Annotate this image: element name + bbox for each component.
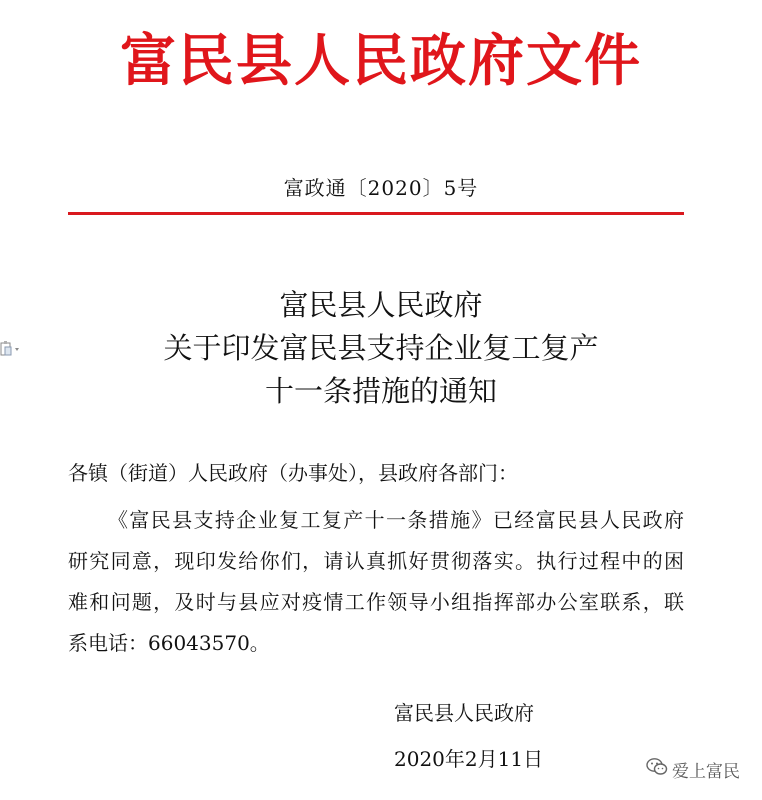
body-paragraph	[68, 500, 684, 664]
body-line: 研究同意，现印发给你们，请认真抓好贯彻落实。执行过程中的困	[68, 549, 684, 573]
notice-title-line: 十一条措施的通知	[264, 374, 497, 408]
signature-date: 2020年2月11日	[394, 747, 544, 771]
notice-title-line: 关于印发富民县支持企业复工复产	[163, 331, 599, 365]
document-header-title: 富民县人民政府文件	[120, 29, 642, 94]
signature-org: 富民县人民政府	[394, 701, 534, 725]
watermark-text: 爱上富民	[672, 762, 740, 782]
body-line: 《富民县支持企业复工复产十一条措施》已经富民县人民政府	[108, 508, 684, 532]
document-number: 富政通〔2020〕5号	[283, 176, 479, 200]
watermark	[646, 757, 740, 782]
notice-title-line: 富民县人民政府	[279, 288, 483, 322]
body-line: 系电话：66043570。	[68, 631, 270, 655]
wechat-icon	[646, 757, 668, 782]
red-divider-rule	[68, 212, 684, 215]
body-line: 难和问题，及时与县应对疫情工作领导小组指挥部办公室联系，联	[68, 590, 684, 614]
notice-title	[0, 284, 762, 413]
salutation: 各镇（街道）人民政府（办事处），县政府各部门：	[68, 461, 518, 485]
paste-options-icon[interactable]	[0, 340, 22, 358]
